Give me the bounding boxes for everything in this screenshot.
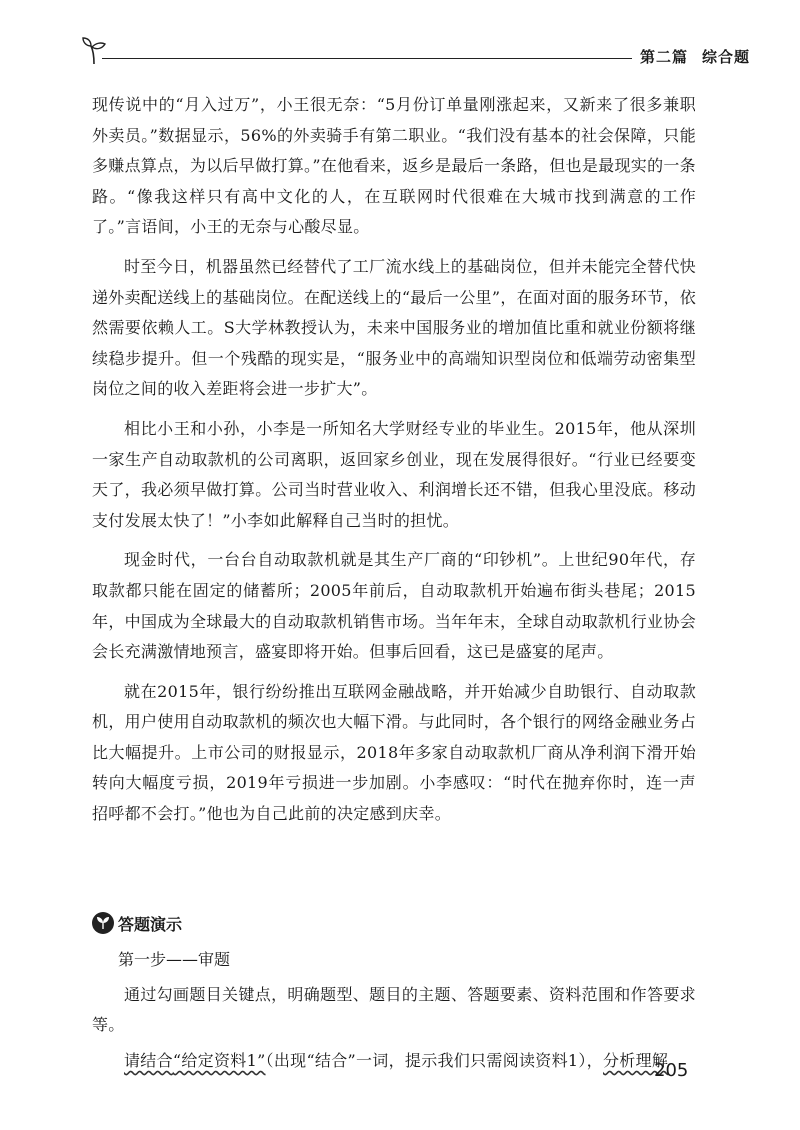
paragraph-5: 就在2015年，银行纷纷推出互联网金融战略，并开始减少自助银行、自动取款机，用户使用自动取款机的频次也大幅下滑。与此同时，各个银行的网络金融业务占比大幅提升。上市公司的财报显示，2018年多家自动取款机厂商从净利润下滑开始转向大幅度亏损，2019年亏损进一步加剧。小李感叹：“时代在抛弃你时，连一声招呼都不会打。”他也为自己此前的决定感到庆幸。 <box>92 681 696 824</box>
keyword-analyze: 分析理解 <box>603 1051 669 1070</box>
instruction-note: （出现“结合”一词，提示我们只需阅读资料1）， <box>265 1051 603 1070</box>
step-title: 第一步——审题 <box>118 950 231 969</box>
page-number: 205 <box>654 1060 689 1081</box>
header-part: 第二篇 <box>640 48 689 66</box>
paragraph-4: 现金时代，一台台自动取款机就是其生产厂商的“印钞机”。上世纪90年代，存取款都只能在固定的储蓄所；2005年前后，自动取款机开始遍布街头巷尾；2015年，中国成为全球最大的自动取款机销售市场。当年年末，全球自动取款机行业协会会长充满激情地预言，盛宴即将开始。但事后回看，这已是盛宴的尾声。 <box>92 550 696 662</box>
step-instruction <box>92 1046 696 1076</box>
keyword-combine: 请结合 <box>124 1051 173 1070</box>
header-title <box>640 46 750 67</box>
page-header <box>80 34 770 74</box>
sprout-icon <box>80 34 110 68</box>
paragraph-1: 现传说中的“月入过万”，小王很无奈：“5月份订单量刚涨起来，又新来了很多兼职外卖员。”数据显示，56%的外卖骑手有第二职业。“我们没有基本的社会保障，只能多赚点算点，为以后早做打算。”在他看来，返乡是最后一条路，但也是最现实的一条路。“像我这样只有高中文化的人，在互联网时代很难在大城市找到满意的工作了。”言语间，小王的无奈与心酸尽显。 <box>92 95 696 237</box>
paragraph-2: 时至今日，机器虽然已经替代了工厂流水线上的基础岗位，但并未能完全替代快递外卖配送线上的基础岗位。在配送线上的“最后一公里”，在面对面的服务环节，依然需要依赖人工。S大学林教授认为，未来中国服务业的增加值比重和就业份额将继续稳步提升。但一个残酷的现实是，“服务业中的高端知识型岗位和低端劳动密集型岗位之间的收入差距将会进一步扩大”。 <box>92 256 696 399</box>
main-text <box>92 90 696 839</box>
header-rule-left <box>102 58 632 59</box>
paragraph-3: 相比小王和小孙，小李是一所知名大学财经专业的毕业生。2015年，他从深圳一家生产自动取款机的公司离职，返回家乡创业，现在发展得很好。“行业已经要变天了，我必须早做打算。公司当时营业收入、利润增长还不错，但我心里没底。移动支付发展太快了！”小李如此解释自己当时的担忧。 <box>92 418 696 530</box>
header-section: 综合题 <box>702 48 751 66</box>
keyword-material: “给定资料1” <box>172 1051 266 1070</box>
answer-demo-section <box>92 908 696 1076</box>
section-heading <box>92 908 696 938</box>
step-description: 通过勾画题目关键点，明确题型、题目的主题、答题要素、资料范围和作答要求等。 <box>92 985 696 1034</box>
section-title: 答题演示 <box>118 914 183 934</box>
leaf-badge-icon <box>92 912 114 934</box>
